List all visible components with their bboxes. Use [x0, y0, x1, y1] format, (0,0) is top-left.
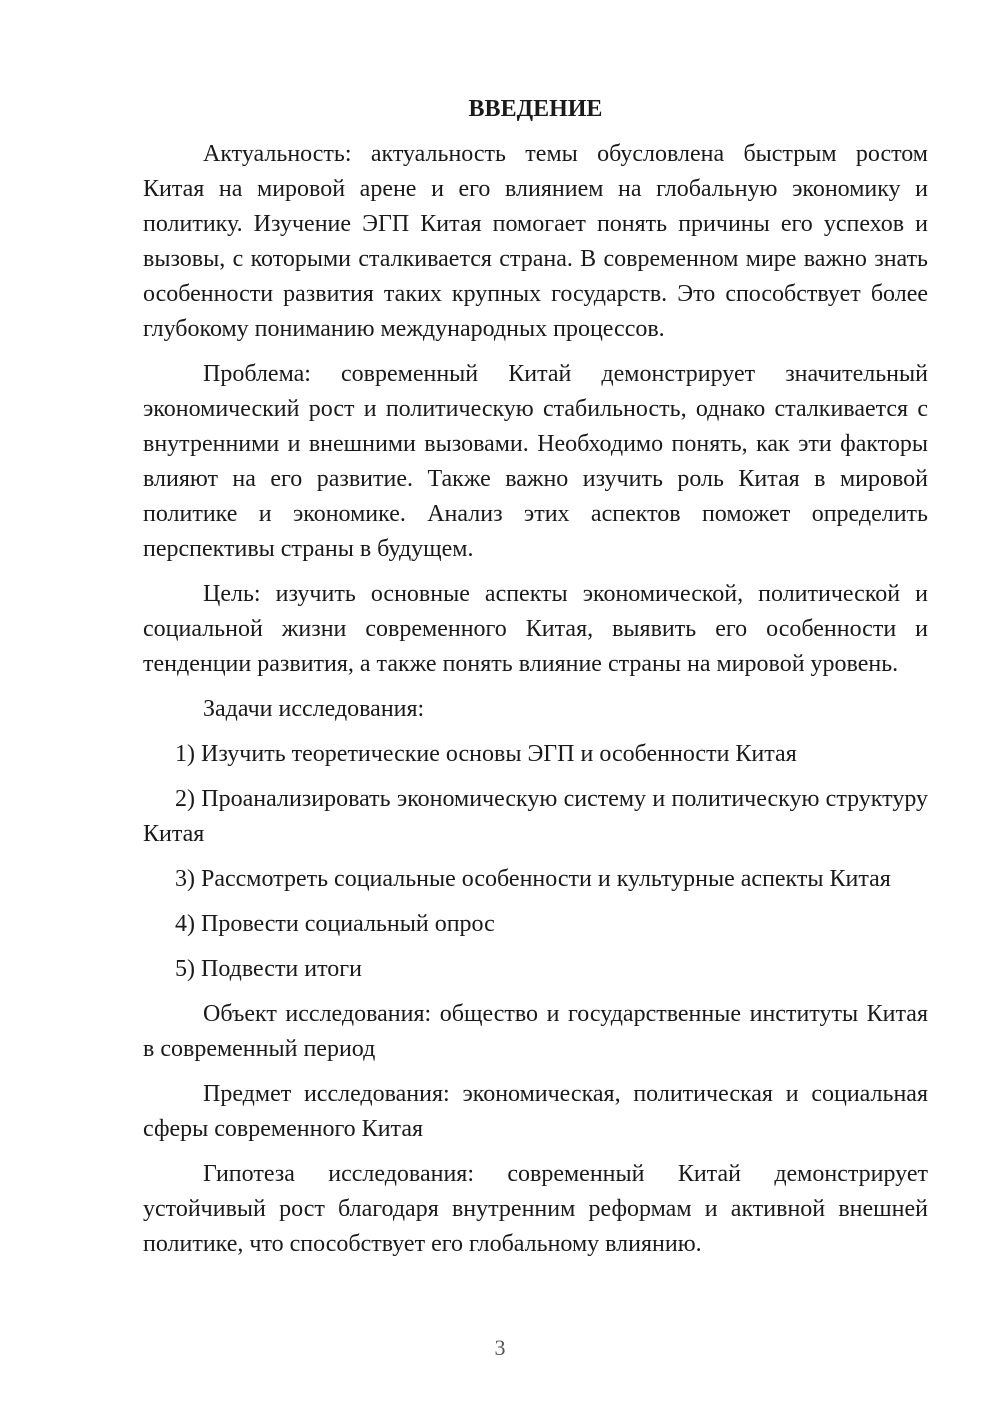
- task-item: 5) Подвести итоги: [175, 956, 362, 982]
- tasks-list: [143, 737, 928, 987]
- page-content: [143, 92, 928, 1272]
- paragraph-relevance: Актуальность: актуальность темы обусловлена быстрым ростом Китая на мировой арене и его влиянием на глобальную экономику и политику. Изучение ЭГП Китая помогает понять причины его успехов и вызовы, с которыми сталкивается страна. В современном мире важно знать особенности развития таких крупных государств. Это способствует более глубокому пониманию международных процессов.: [143, 141, 928, 342]
- section-title: ВВЕДЕНИЕ: [468, 96, 603, 122]
- page-number: 3: [494, 1335, 506, 1360]
- task-item: 1) Изучить теоретические основы ЭГП и особенности Китая: [175, 741, 797, 767]
- paragraph-subject: Предмет исследования: экономическая, политическая и социальная сферы современного Китая: [143, 1081, 928, 1142]
- tasks-heading: Задачи исследования:: [203, 696, 425, 722]
- paragraph-hypothesis: Гипотеза исследования: современный Китай демонстрирует устойчивый рост благодаря внутренним реформам и активной внешней политике, что способствует его глобальному влиянию.: [143, 1161, 928, 1257]
- task-item: 4) Провести социальный опрос: [175, 911, 495, 937]
- task-item: 3) Рассмотреть социальные особенности и культурные аспекты Китая: [175, 866, 891, 892]
- task-item: 2) Проанализировать экономическую систему и политическую структуру Китая: [143, 786, 928, 847]
- paragraph-goal: Цель: изучить основные аспекты экономической, политической и социальной жизни современного Китая, выявить его особенности и тенденции развития, а также понять влияние страны на мировой уровень.: [143, 581, 928, 677]
- paragraph-problem: Проблема: современный Китай демонстрирует значительный экономический рост и политическую стабильность, однако сталкивается с внутренними и внешними вызовами. Необходимо понять, как эти факторы влияют на его развитие. Также важно изучить роль Китая в мировой политике и экономике. Анализ этих аспектов поможет определить перспективы страны в будущем.: [143, 361, 928, 562]
- paragraph-object: Объект исследования: общество и государственные институты Китая в современный период: [143, 1001, 928, 1062]
